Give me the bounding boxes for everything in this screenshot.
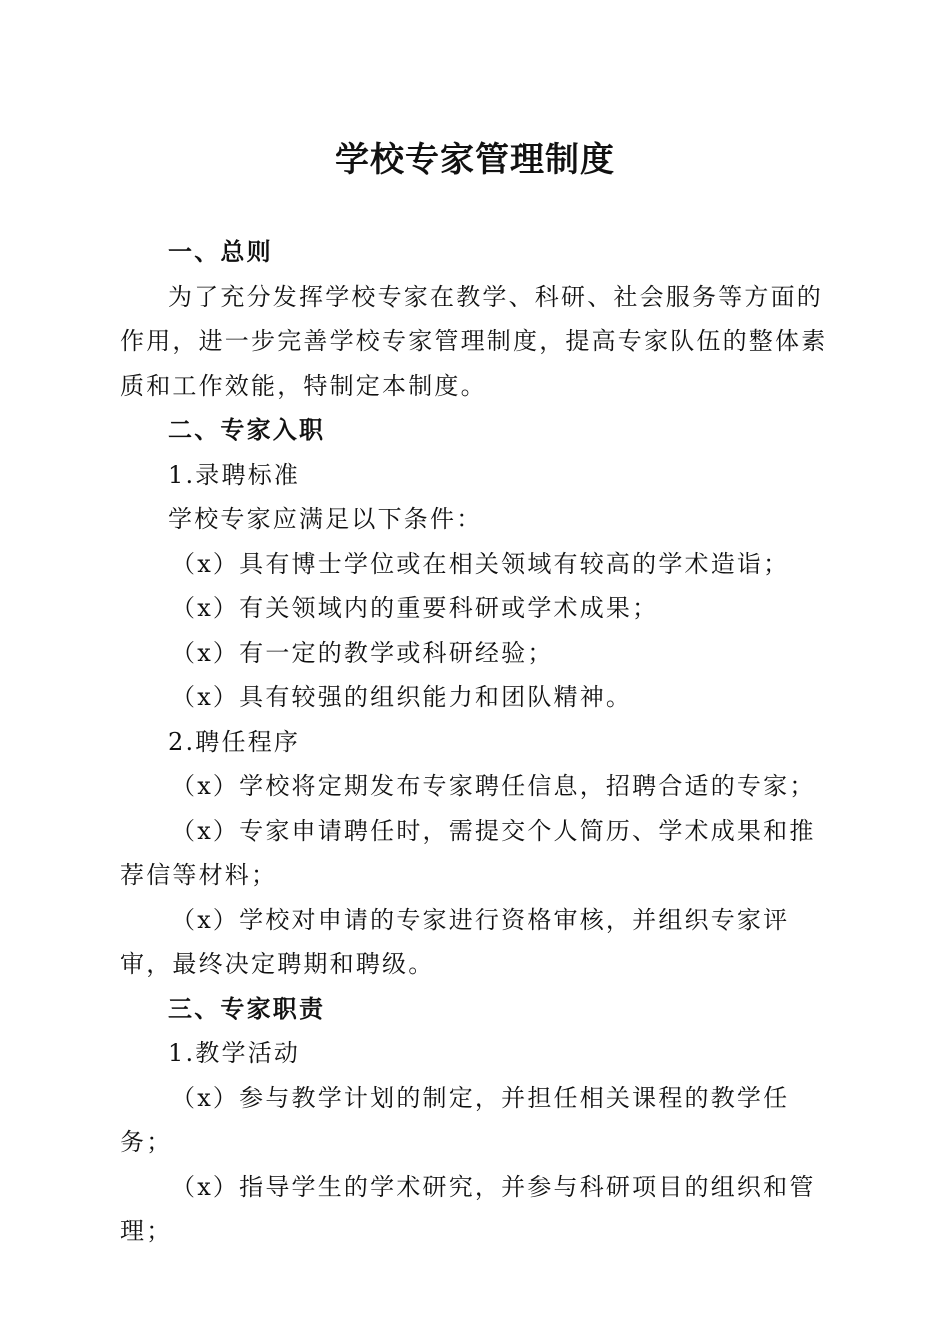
section-heading-general: 一、总则 <box>168 238 273 266</box>
list-item: （x）具有博士学位或在相关领域有较高的学术造诣； <box>171 549 790 578</box>
subheading-appointment-procedure: 2.聘任程序 <box>168 727 301 756</box>
subheading-teaching-activities: 1.教学活动 <box>168 1039 301 1067</box>
document-title: 学校专家管理制度 <box>335 140 615 180</box>
document-body <box>120 230 832 1254</box>
list-item: （x）有一定的教学或科研经验； <box>171 638 554 667</box>
paragraph-purpose: 为了充分发挥学校专家在教学、科研、社会服务等方面的作用，进一步完善学校专家管理制度，提高专家队伍的整体素质和工作效能，特制定本制度。 <box>120 282 828 400</box>
paragraph-conditions-intro: 学校专家应满足以下条件： <box>168 505 483 533</box>
list-item: （x）有关领域内的重要科研或学术成果； <box>171 594 659 622</box>
list-item: （x）具有较强的组织能力和团队精神。 <box>171 683 633 711</box>
list-item: （x）指导学生的学术研究，并参与科研项目的组织和管理； <box>120 1172 816 1245</box>
section-heading-onboarding: 二、专家入职 <box>168 416 326 444</box>
subheading-hiring-criteria: 1.录聘标准 <box>168 460 301 489</box>
list-item: （x）专家申请聘任时，需提交个人简历、学术成果和推荐信等材料； <box>120 816 816 889</box>
list-item: （x）学校将定期发布专家聘任信息，招聘合适的专家； <box>171 772 816 800</box>
list-item: （x）学校对申请的专家进行资格审核，并组织专家评审，最终决定聘期和聘级。 <box>120 905 790 978</box>
section-heading-duties: 三、专家职责 <box>168 994 326 1023</box>
list-item: （x）参与教学计划的制定，并担任相关课程的教学任务； <box>120 1083 790 1156</box>
